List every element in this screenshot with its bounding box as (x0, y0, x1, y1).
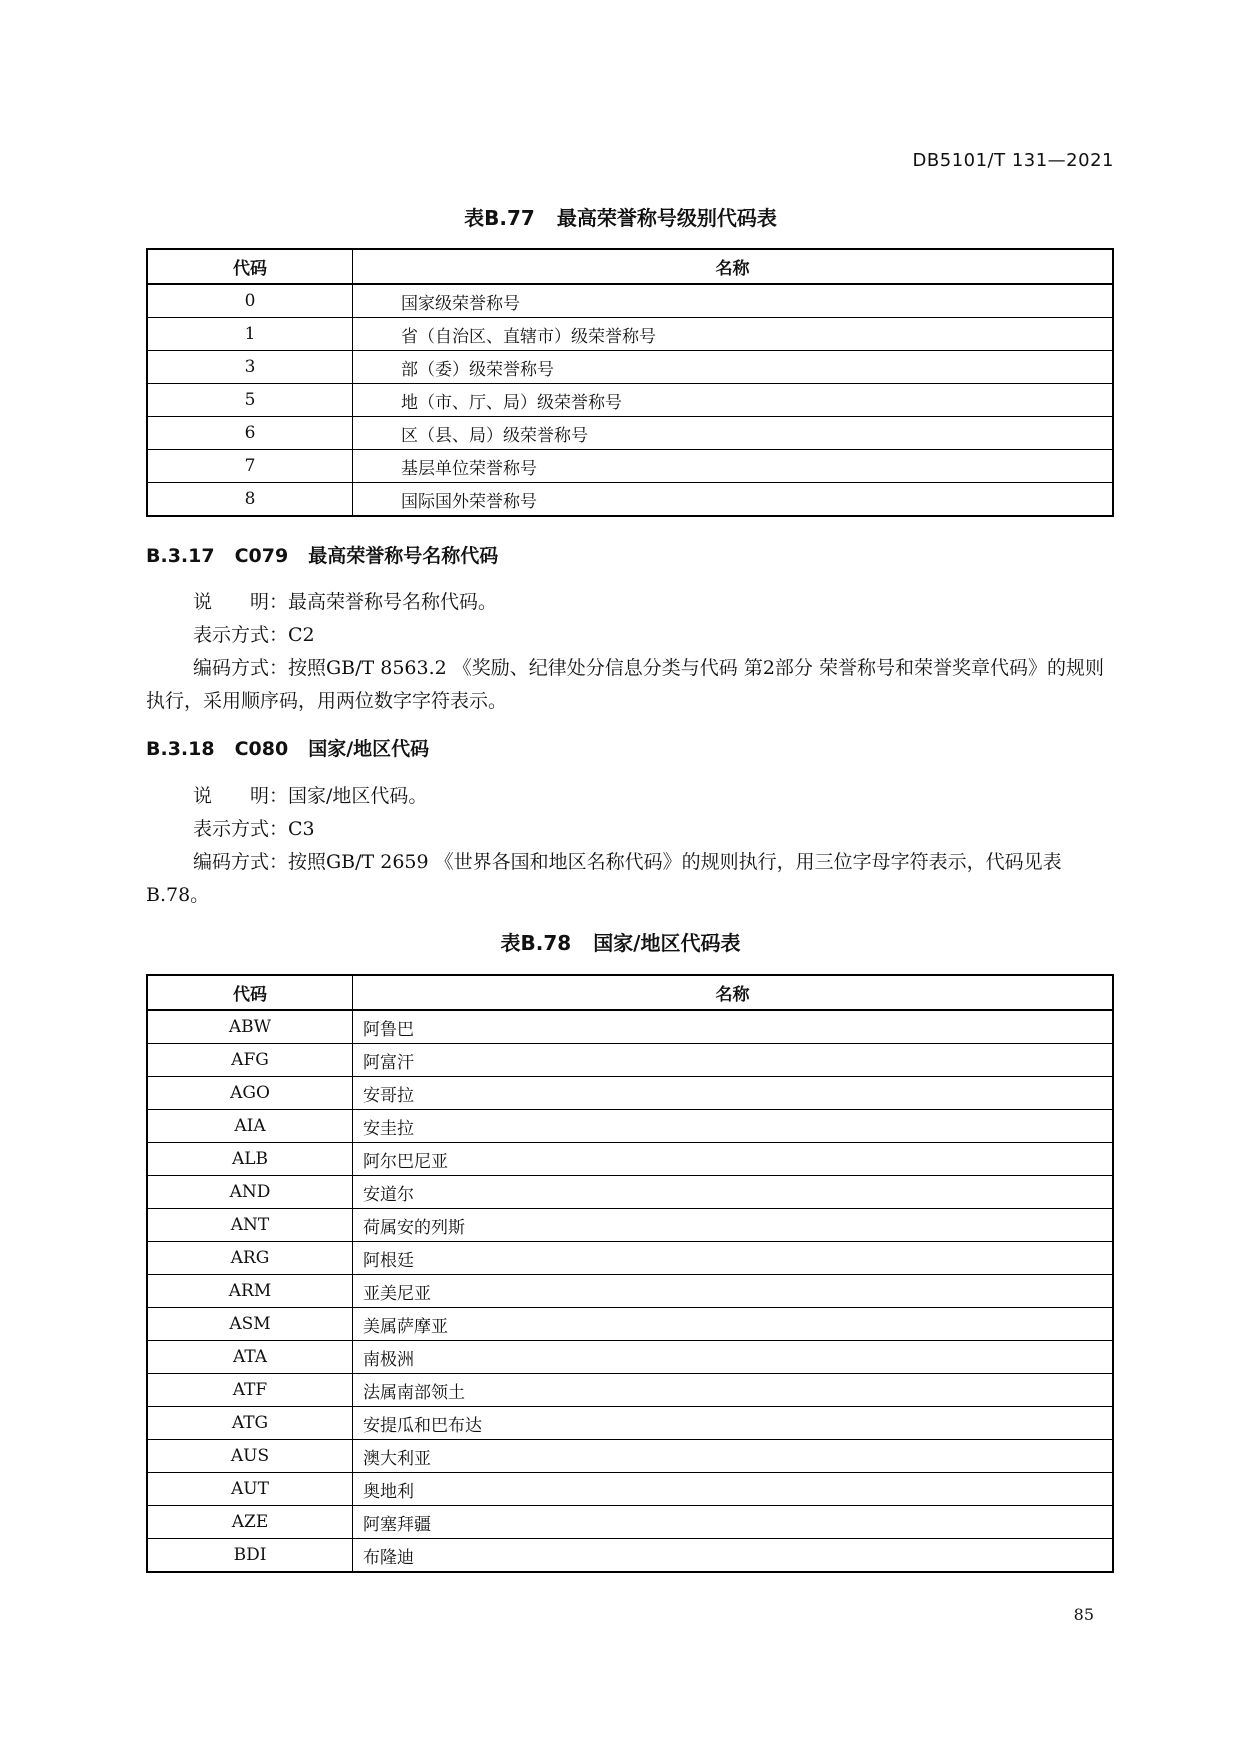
name-cell: 安道尔 (353, 1176, 1114, 1209)
table-row (147, 483, 1113, 517)
section-18-representation: 表示方式：C3 (193, 818, 315, 840)
table-row (147, 1176, 1113, 1209)
name-cell: 国际国外荣誉称号 (353, 483, 1114, 517)
section-code: C079 (234, 545, 289, 567)
name-cell: 安哥拉 (353, 1077, 1114, 1110)
code-cell: ANT (147, 1209, 353, 1242)
name-cell: 安提瓜和巴布达 (353, 1407, 1114, 1440)
table-78-title: 国家/地区代码表 (593, 931, 741, 955)
name-cell: 布隆迪 (353, 1539, 1114, 1573)
code-cell: AFG (147, 1044, 353, 1077)
code-cell: AGO (147, 1077, 353, 1110)
table-row (147, 284, 1113, 318)
table-header-row (147, 975, 1113, 1010)
name-cell: 美属萨摩亚 (353, 1308, 1114, 1341)
section-number: B.3.17 (146, 545, 215, 567)
table-row (147, 1473, 1113, 1506)
code-cell: ARG (147, 1242, 353, 1275)
name-cell: 澳大利亚 (353, 1440, 1114, 1473)
name-cell: 亚美尼亚 (353, 1275, 1114, 1308)
code-cell: 3 (147, 351, 353, 384)
code-cell: BDI (147, 1539, 353, 1573)
table-row (147, 417, 1113, 450)
code-cell: AZE (147, 1506, 353, 1539)
code-cell: ALB (147, 1143, 353, 1176)
column-header-name: 名称 (353, 249, 1114, 284)
section-17-encoding: 编码方式：按照GB/T 8563.2 《奖励、纪律处分信息分类与代码 第2部分 荣誉称号和荣誉奖章代码》的规则执行，采用顺序码，用两位数字字符表示。 (146, 657, 1104, 712)
section-title: 国家/地区代码 (308, 738, 430, 760)
name-cell: 区（县、局）级荣誉称号 (353, 417, 1114, 450)
table-78-caption (0, 927, 1241, 956)
table-77-body (147, 284, 1113, 516)
table-row (147, 450, 1113, 483)
table-row (147, 1506, 1113, 1539)
table-row (147, 1539, 1113, 1573)
code-cell: ABW (147, 1010, 353, 1044)
name-cell: 阿根廷 (353, 1242, 1114, 1275)
code-cell: ATA (147, 1341, 353, 1374)
code-cell: AUT (147, 1473, 353, 1506)
table-row (147, 318, 1113, 351)
table-row (147, 384, 1113, 417)
code-cell: 6 (147, 417, 353, 450)
code-cell: 1 (147, 318, 353, 351)
name-cell: 部（委）级荣誉称号 (353, 351, 1114, 384)
column-header-code: 代码 (147, 975, 353, 1010)
table-row (147, 1374, 1113, 1407)
column-header-name: 名称 (353, 975, 1114, 1010)
page-number: 85 (1073, 1605, 1094, 1624)
section-code: C080 (234, 738, 289, 760)
table-78 (146, 974, 1114, 1573)
name-cell: 法属南部领土 (353, 1374, 1114, 1407)
section-b-3-17-heading (146, 541, 498, 568)
table-row (147, 1242, 1113, 1275)
code-cell: ASM (147, 1308, 353, 1341)
table-row (147, 1209, 1113, 1242)
code-cell: 7 (147, 450, 353, 483)
table-row (147, 1110, 1113, 1143)
name-cell: 阿尔巴尼亚 (353, 1143, 1114, 1176)
table-row (147, 1407, 1113, 1440)
table-row (147, 351, 1113, 384)
code-cell: ATG (147, 1407, 353, 1440)
name-cell: 南极洲 (353, 1341, 1114, 1374)
table-78-number: 表B.78 (500, 931, 572, 955)
code-cell: 0 (147, 284, 353, 318)
name-cell: 荷属安的列斯 (353, 1209, 1114, 1242)
name-cell: 地（市、厅、局）级荣誉称号 (353, 384, 1114, 417)
code-cell: AUS (147, 1440, 353, 1473)
table-row (147, 1143, 1113, 1176)
section-17-representation: 表示方式：C2 (193, 624, 315, 646)
table-row (147, 1308, 1113, 1341)
column-header-code: 代码 (147, 249, 353, 284)
section-18-description: 说 明：国家/地区代码。 (193, 785, 428, 807)
section-18-encoding: 编码方式：按照GB/T 2659 《世界各国和地区名称代码》的规则执行，用三位字母字符表示，代码见表B.78。 (146, 851, 1062, 906)
document-id: DB5101/T 131—2021 (912, 150, 1114, 171)
name-cell: 阿富汗 (353, 1044, 1114, 1077)
section-title: 最高荣誉称号名称代码 (308, 545, 499, 567)
name-cell: 基层单位荣誉称号 (353, 450, 1114, 483)
table-77-caption (0, 202, 1241, 231)
table-77-title: 最高荣誉称号级别代码表 (556, 206, 777, 230)
code-cell: ATF (147, 1374, 353, 1407)
code-cell: ARM (147, 1275, 353, 1308)
table-77 (146, 248, 1114, 517)
table-header-row (147, 249, 1113, 284)
name-cell: 奥地利 (353, 1473, 1114, 1506)
code-cell: AIA (147, 1110, 353, 1143)
name-cell: 国家级荣誉称号 (353, 284, 1114, 318)
section-number: B.3.18 (146, 738, 215, 760)
table-row (147, 1044, 1113, 1077)
table-row (147, 1010, 1113, 1044)
table-row (147, 1341, 1113, 1374)
code-cell: 8 (147, 483, 353, 517)
code-cell: 5 (147, 384, 353, 417)
table-row (147, 1440, 1113, 1473)
table-row (147, 1275, 1113, 1308)
table-77-number: 表B.77 (464, 206, 535, 230)
name-cell: 安圭拉 (353, 1110, 1114, 1143)
table-78-body (147, 1010, 1113, 1572)
section-17-description: 说 明：最高荣誉称号名称代码。 (193, 591, 498, 613)
table-row (147, 1077, 1113, 1110)
name-cell: 省（自治区、直辖市）级荣誉称号 (353, 318, 1114, 351)
code-cell: AND (147, 1176, 353, 1209)
name-cell: 阿鲁巴 (353, 1010, 1114, 1044)
section-b-3-18-heading (146, 734, 429, 761)
name-cell: 阿塞拜疆 (353, 1506, 1114, 1539)
